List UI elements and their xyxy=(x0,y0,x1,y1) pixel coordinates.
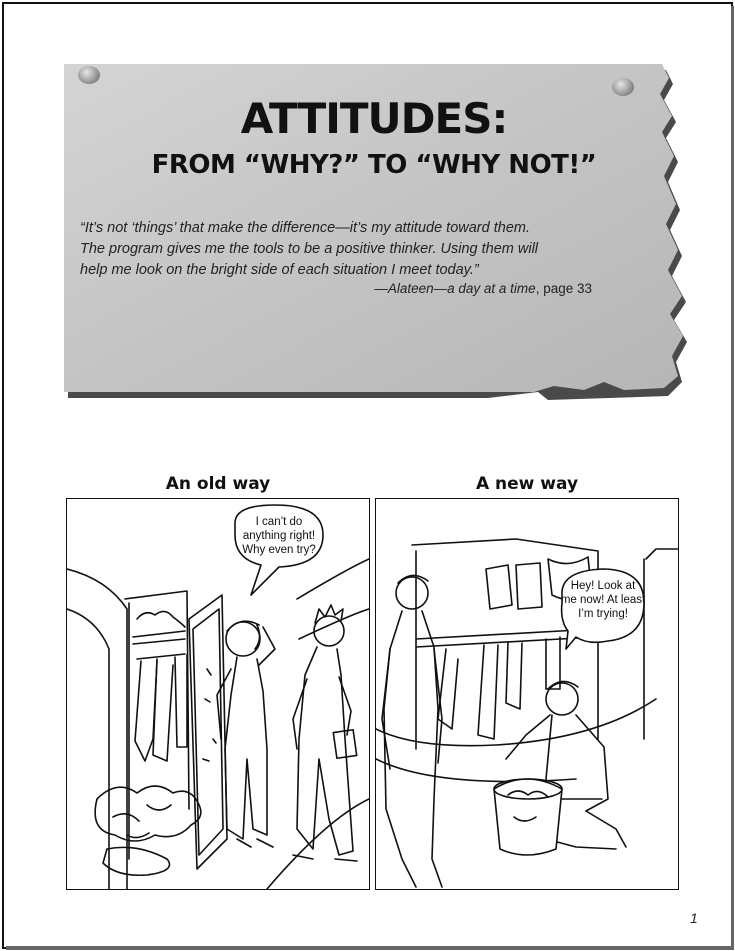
attribution-dash: — xyxy=(374,281,388,296)
speech-bubble-new-way xyxy=(554,579,652,621)
old-way-illustration xyxy=(67,499,369,889)
bubble-line: I can’t do xyxy=(255,516,303,528)
quote-line: “It’s not ‘things’ that make the difference—it’s my attitude toward them. xyxy=(80,220,530,236)
bubble-line: Hey! Look at xyxy=(570,580,636,592)
new-way-illustration xyxy=(376,499,678,889)
page-subtitle: FROM “WHY?” TO “WHY NOT!” xyxy=(151,150,597,180)
page-shadow-bottom xyxy=(6,946,734,950)
page-number: 1 xyxy=(690,910,698,926)
bubble-line: I’m trying! xyxy=(578,608,628,620)
bubble-line: me now! At least xyxy=(560,594,646,606)
quote-block xyxy=(80,218,600,281)
comic-panel-new-way xyxy=(375,498,679,890)
quote-line: The program gives me the tools to be a positive thinker. Using them will xyxy=(80,241,539,257)
attribution-page: , page 33 xyxy=(535,281,592,296)
quote-attribution xyxy=(300,281,592,296)
bubble-line: anything right! xyxy=(242,530,316,542)
page-title: ATTITUDES: xyxy=(240,94,508,143)
speech-bubble-old-way xyxy=(229,515,329,557)
panel-title-old-way: An old way xyxy=(165,474,271,494)
page-shadow-right xyxy=(731,6,734,949)
comic-panel-old-way xyxy=(66,498,370,890)
pushpin-left-icon xyxy=(78,66,100,84)
quote-line: help me look on the bright side of each situation I meet today.” xyxy=(80,262,479,278)
bubble-line: Why even try? xyxy=(242,544,316,556)
attribution-source: Alateen—a day at a time xyxy=(387,281,536,296)
panel-title-new-way: A new way xyxy=(475,474,579,494)
